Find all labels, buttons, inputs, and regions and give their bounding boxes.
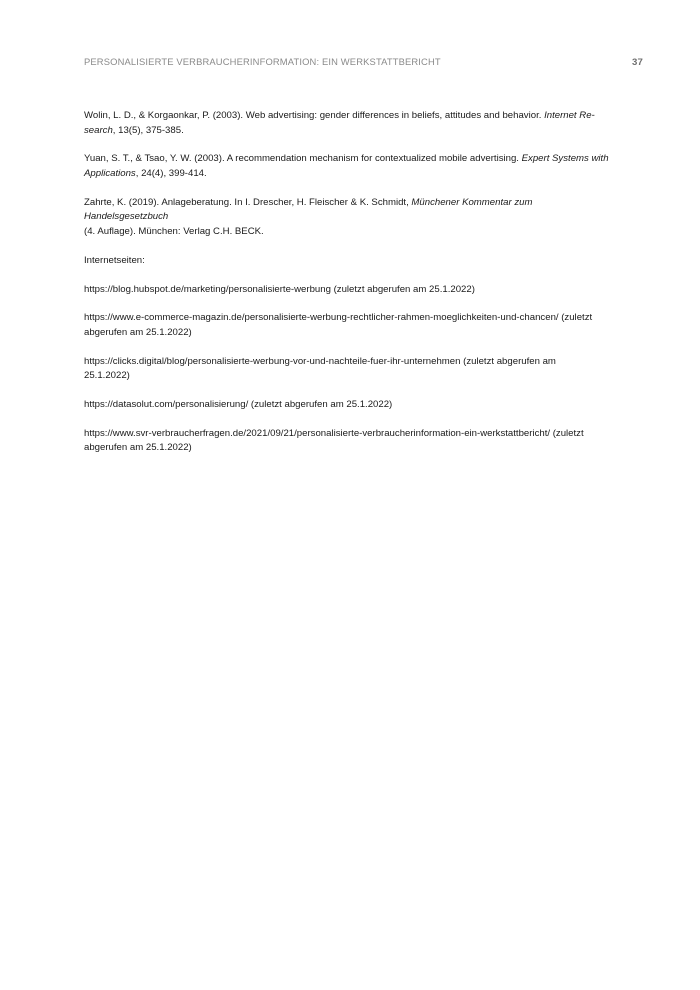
running-title: PERSONALISIERTE VERBRAUCHERINFORMATION: EIN WERKSTATTBERICHT (84, 56, 441, 67)
website-entry (84, 311, 618, 340)
reference-details: , 24(4), 399-414. (135, 167, 207, 179)
reference-entry-wolin (84, 109, 618, 138)
website-entry (84, 398, 618, 413)
reference-details: , 13(5), 375-385. (112, 124, 184, 136)
website-entry (84, 283, 618, 298)
reference-entry-yuan (84, 152, 618, 181)
website-line: 25.1.2022) (84, 370, 130, 382)
website-line: https://www.e-commerce-magazin.de/personalisierte-werbung-rechtlicher-rahmen-moeglichkeiten-und-chancen/ (zuletzt (84, 312, 593, 324)
website-line: https://clicks.digital/blog/personalisierte-werbung-vor-und-nachteile-fuer-ihr-unternehmen (zuletzt abgerufen am (84, 355, 556, 367)
reference-source: Expert Systems with (521, 153, 609, 165)
reference-source: Applications (84, 167, 136, 179)
reference-entry-zahrte (84, 196, 618, 240)
reference-list (84, 109, 618, 470)
website-line: abgerufen am 25.1.2022) (84, 442, 192, 454)
reference-source: Münchener Kommentar zum Handelsgesetzbuch (84, 196, 533, 223)
running-header (84, 56, 643, 70)
reference-authors: Wolin, L. D., & Korgaonkar, P. (2003). Web advertising: gender differences in beliefs, attitudes and behavior. (84, 110, 545, 121)
website-entry (84, 355, 618, 384)
reference-details: (4. Auflage). München: Verlag C.H. BECK. (84, 225, 264, 237)
reference-authors: Yuan, S. T., & Tsao, Y. W. (2003). A recommendation mechanism for contextualized mobile advertising. (84, 153, 522, 165)
website-line: https://blog.hubspot.de/marketing/personalisierte-werbung (zuletzt abgerufen am 25.1.2022) (84, 283, 475, 295)
reference-authors: Zahrte, K. (2019). Anlageberatung. In I. Drescher, H. Fleischer & K. Schmidt, (84, 196, 412, 208)
website-entry (84, 427, 618, 456)
websites-heading: Internetseiten: (84, 254, 145, 266)
reference-source: Internet Re- (544, 110, 595, 121)
website-line: https://datasolut.com/personalisierung/ (zuletzt abgerufen am 25.1.2022) (84, 399, 393, 411)
website-line: abgerufen am 25.1.2022) (84, 326, 192, 338)
reference-source: search (84, 124, 113, 136)
website-line: https://www.svr-verbraucherfragen.de/2021/09/21/personalisierte-verbraucherinformation-ein-werkstattbericht/ (zuletzt (84, 427, 584, 439)
page-number: 37 (632, 57, 643, 68)
